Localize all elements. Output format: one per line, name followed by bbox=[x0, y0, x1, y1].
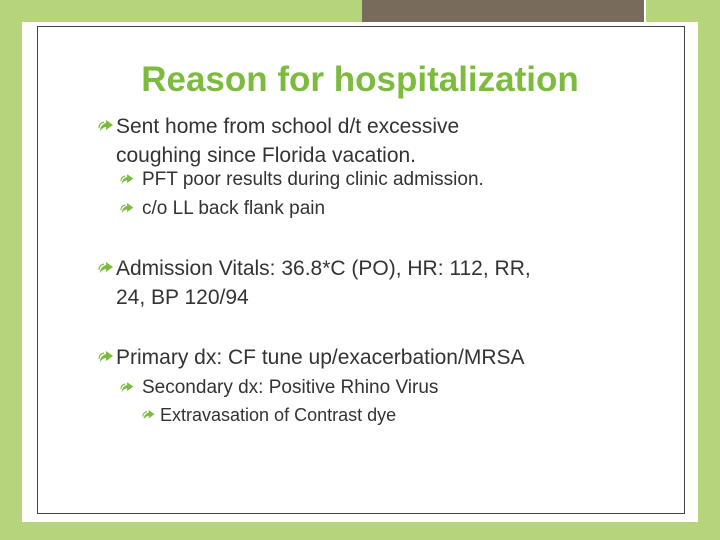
bullet-item bbox=[98, 112, 459, 170]
bullet-text: PFT poor results during clinic admission. bbox=[142, 169, 484, 190]
bullet-arrow-icon bbox=[98, 119, 116, 133]
bullet-text: Secondary dx: Positive Rhino Virus bbox=[142, 377, 439, 398]
slide-title: Reason for hospitalization bbox=[141, 60, 579, 99]
sub-bullet-item bbox=[120, 167, 484, 193]
bullet-text-line2: coughing since Florida vacation. bbox=[116, 144, 417, 167]
bullet-item bbox=[98, 254, 531, 312]
bullet-text-line1: Sent home from school d/t excessive bbox=[116, 115, 460, 138]
bullet-arrow-icon bbox=[120, 173, 136, 186]
bullet-text: Extravasation of Contrast dye bbox=[160, 405, 397, 425]
bullet-item bbox=[98, 343, 525, 372]
bullet-arrow-icon bbox=[120, 202, 136, 215]
bullet-text: c/o LL back flank pain bbox=[142, 198, 326, 219]
sub-bullet-item bbox=[120, 196, 325, 222]
bullet-arrow-icon bbox=[142, 409, 157, 421]
bullet-arrow-icon bbox=[98, 350, 116, 364]
sub-bullet-item bbox=[120, 375, 438, 401]
sub-sub-bullet-item bbox=[142, 403, 396, 427]
bullet-arrow-icon bbox=[120, 381, 136, 394]
bullet-text-line1: Admission Vitals: 36.8*C (PO), HR: 112, RR, bbox=[116, 257, 531, 280]
bullet-text-line2: 24, BP 120/94 bbox=[116, 286, 249, 309]
bullet-arrow-icon bbox=[98, 261, 116, 275]
bullet-text: Primary dx: CF tune up/exacerbation/MRSA bbox=[116, 346, 525, 369]
